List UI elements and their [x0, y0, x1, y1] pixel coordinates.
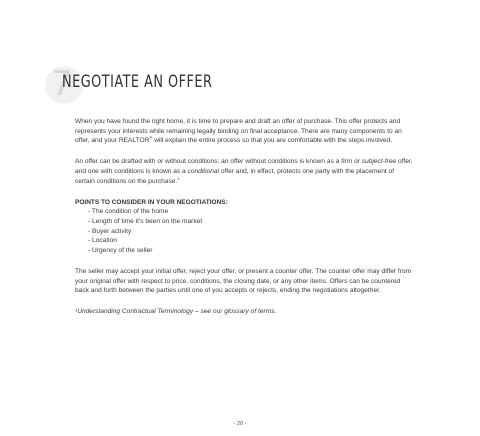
list-item: - Buyer activity [88, 227, 415, 237]
document-body [75, 117, 415, 328]
list-item: - Urgency of the seller [88, 246, 415, 256]
counter-offer-paragraph: The seller may accept your initial offer, reject your offer, or present a counter offer. The counter offer may differ from your original offer with respect to price, conditions, the closing date, or any other items. Offers can be countered back and forth between the parties until one of you accepts or rejects, ending the negotiations altogether. [75, 267, 412, 295]
points-heading: POINTS TO CONSIDER IN YOUR NEGOTIATIONS: [75, 198, 228, 206]
conditions-paragraph: An offer can be drafted with or without conditions; an offer without conditions is known as a firm or subject-free offer, and one with conditions is known as a conditional offer and, in effect, protects one party with the placement of certain conditions on the purchase.$^1$ [75, 158, 413, 185]
page-title: NEGOTIATE AN OFFER [62, 72, 213, 91]
list-item: - The condition of the home [88, 207, 415, 217]
list-item: - Location [88, 236, 415, 246]
list-item: - Length of time it's been on the market [88, 217, 415, 227]
step-number: 7 [51, 64, 73, 104]
intro-paragraph: When you have found the right home, it is time to prepare and draft an offer of purchase. This offer protects and represents your interests while remaining legally binding on final acceptance. There are many components to an offer, and your REALTOR® will explain the entire process so that you are comfortable with the steps involved. [75, 118, 402, 145]
points-list [75, 207, 415, 255]
page-number: - 20 - [233, 421, 247, 427]
footnote: ¹Understanding Contractual Terminology – see our glossary of terms. [75, 308, 277, 316]
